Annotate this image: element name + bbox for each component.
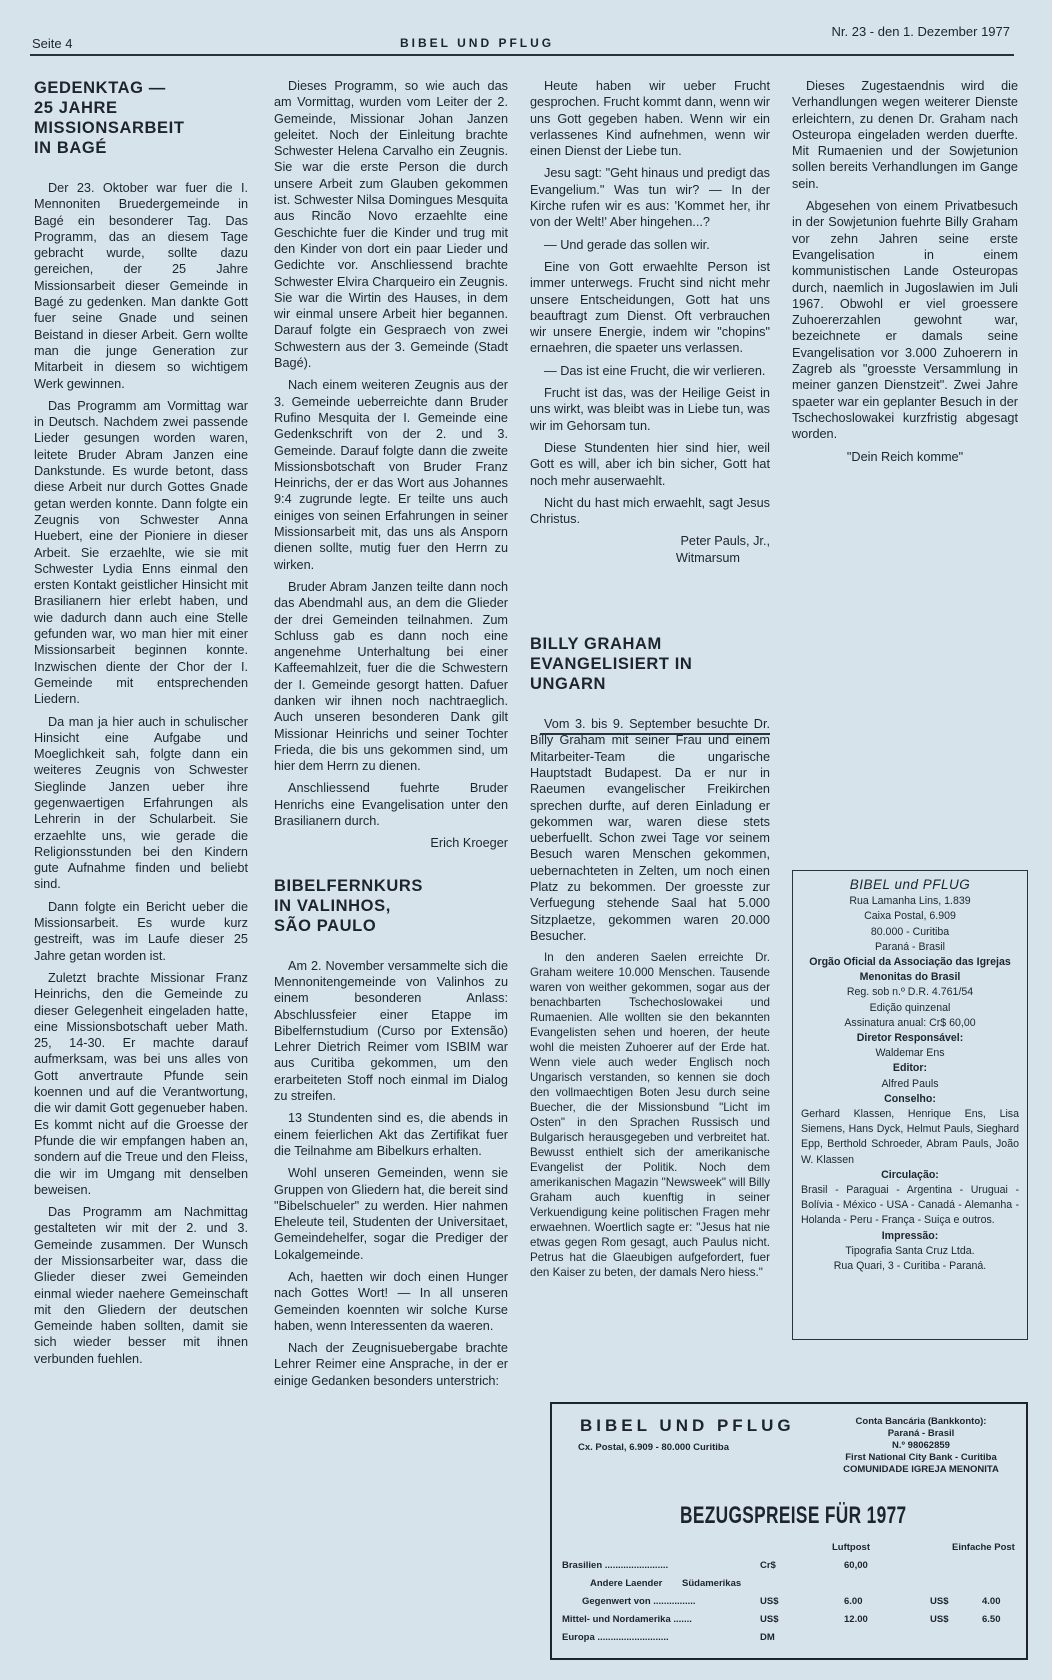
price-air: 12.00: [844, 1614, 868, 1625]
row-label-text: Gegenwert von: [582, 1596, 651, 1607]
headline-line: 25 JAHRE: [34, 99, 118, 117]
headline-line: IN BAGÉ: [34, 139, 107, 157]
currency: US$: [760, 1596, 779, 1607]
paragraph: Vom 3. bis 9. September besuchte Dr. Billy Graham mit seiner Frau und einem Mitarbeiter-Team die ungarische Hauptstadt Budapest. Da er nur in Raeumen evangelischer Freikirchen sprechen durfte, auf deren Einladung er gekommen war, waren diese stets ueberfuellt. Schon zwei Tage vor seinem Besuch waren Menschen gekommen, uebernachteten in Zelten, um noch einen Platz zu bekommen. Der groesste zur Verfuegung stehende Saal hat 5.000 Sitzplaetze, gekommen waren 20.000 Besucher.: [530, 717, 770, 943]
paragraph: Ach, haetten wir doch einen Hunger nach Gottes Wort! — In all unseren Gemeinden koennten wir solche Kurse haben, wenn Interessenten da waeren.: [274, 1270, 508, 1333]
author-name: Peter Pauls, Jr.,: [680, 534, 770, 549]
column-1: [34, 78, 248, 1373]
paragraph: Dieses Zugestaendnis wird die Verhandlungen wegen weiterer Dienste erleichtern, zu denen Dr. Graham nach Osteuropa eingeladen werden duerfte. Mit Rumaenien und der Sowjetunion sollen bereits Verhandlungen im Gange sein.: [792, 79, 1018, 191]
paragraph: Am 2. November versammelte sich die Mennonitengemeinde von Valinhos zu einem besonderen Anlass: Abschlussfeier einer Etappe im Bibelfernstudium (Curso por Extensão) Lehrer Dietrich Reimer vom ISBIM war aus Curitiba gekommen, um den erarbeiteten Stoff noch einmal im Dialog zu streifen.: [274, 958, 508, 1104]
issue-date: Nr. 23 - den 1. Dezember 1977: [831, 24, 1010, 39]
currency: US$: [760, 1614, 779, 1625]
council-members: Gerhard Klassen, Henrique Ens, Lisa Siemens, Hans Dyck, Helmut Pauls, Sieghard Epp, Berthold Schroeder, Abram Pauls, João W. Klassen: [801, 1108, 1019, 1166]
author-place: Witmarsum: [675, 550, 740, 565]
prices-row-brazil: [562, 1560, 1016, 1578]
headline-gedenktag: [34, 78, 248, 158]
paragraph: Abgesehen von einem Privatbesuch in der Sowjetunion fuehrte Billy Graham vor zehn Jahren seine erste Evangelisation in einem kommunistischen Lande Osteuropas durch, naemlich in Jugoslawien im Juli 1967. Obwohl er viel groessere Zuhoererzahlen gewohnt war, bezeichnete er damals seine Evangelisation vor 3.000 Zuhoerern in Zagreb als "groesste Versammlung in meiner ganzen Dienstzeit". Zwei Jahre spaeter war ein geplanter Besuch in der Tschechoslowakei kurzfristig abgesagt worden.: [792, 199, 1018, 442]
page-number: Seite 4: [32, 36, 73, 51]
prices-row-other: [562, 1578, 1016, 1596]
director-label: Diretor Responsável:: [856, 1032, 964, 1045]
paragraph: Anschliessend fuehrte Bruder Henrichs eine Evangelisation unter den Brasilianern durch.: [274, 781, 508, 829]
headline-line: GEDENKTAG —: [34, 79, 166, 97]
prices-brand: BIBEL UND PFLUG: [580, 1416, 795, 1435]
editor-label: Editor:: [892, 1062, 928, 1075]
paragraph: Nicht du hast mich erwaehlt, sagt Jesus Christus.: [530, 495, 770, 527]
paragraph: Das Programm am Vormittag war in Deutsch. Nachdem zwei passende Lieder gesungen worden waren, leitete Bruder Abram Janzen eine Dankstunde. Es wurde betont, dass diese Arbeit nur durch Gottes Gnade getan werden konnte. Dann folgte ein Zeugnis von Schwester Anna Huebert, eine der Pioniere in dieser Arbeit. Sie erzaehlte, wie sie mit Schwester Lydia Enns einmal den ersten Kontakt geistlicher Hinsicht mit Brasilianern hier erlebt haben, und wie dadurch dann auch eine Stelle gefunden war, wo man hier mit einer Missionsarbeit beginnen konnte. Inzwischen diente der Chor der I. Gemeinde mit entsprechenden Liedern.: [34, 398, 248, 707]
masthead-organ: Orgão Oficial da Associação das Igrejas Menonitas do Brasil: [809, 956, 1011, 984]
row-label: [562, 1560, 668, 1571]
paragraph: Das Programm am Nachmittag gestalteten wir mit der 2. und 3. Gemeinde zusammen. Der Wunsch der Missionsarbeiter war, dass die Glieder dieser zwei Gemeinden einmal wieder naehere Gemeinschaft mit den Gliedern der deutschen Gemeinde haben sollten, damit sie sich wieder besser mit ihnen verbunden fuehlen.: [34, 1205, 248, 1366]
prices-header-row: [562, 1542, 1016, 1560]
print-label: Impressão:: [881, 1229, 939, 1242]
row-label: Andere Laender: [590, 1578, 663, 1589]
paragraph: — Das ist eine Frucht, die wir verlieren.: [544, 363, 766, 378]
price-surface: 4.00: [982, 1596, 1001, 1607]
paragraph: — Und gerade das sollen wir.: [544, 237, 710, 252]
council-label: Conselho:: [884, 1092, 936, 1105]
row-label: Südamerikas: [682, 1578, 742, 1589]
row-dots: ...........................: [597, 1632, 669, 1643]
masthead-line: Rua Lamanha Lins, 1.839: [849, 895, 971, 908]
prices-heading: BEZUGSPREISE FÜR 1977: [680, 1502, 907, 1529]
masthead-registration: Reg. sob n.º D.R. 4.761/54: [846, 986, 974, 999]
row-dots: ........................: [604, 1560, 669, 1571]
masthead-line: Paraná - Brasil: [874, 940, 946, 953]
row-label-text: Brasilien: [562, 1560, 603, 1571]
paragraph: Der 23. Oktober war fuer die I. Mennoniten Bruedergemeinde in Bagé ein besonderer Tag. Das Programm, das an diesem Tage gebracht wurde, sollte dazu gereichen, der 25 Jahre Missionsarbeit dieser Gemeinde in Bagé zu gedenken. Man dankte Gott fuer seine Gnade und seinen Beistand in dieser Arbeit. Gern wollte man die junge Generation zur Mitarbeit in diesem so wichtigem Werk gewinnen.: [34, 181, 248, 391]
prices-table: [562, 1542, 1016, 1650]
editor-name: Alfred Pauls: [881, 1077, 939, 1090]
prices-postal: Cx. Postal, 6.909 - 80.000 Curitiba: [578, 1442, 730, 1453]
headline-line: MISSIONSARBEIT: [34, 119, 185, 137]
section-divider: [540, 733, 770, 735]
bank-name: First National City Bank - Curitiba: [845, 1452, 997, 1463]
masthead-edition: Edição quinzenal: [869, 1001, 951, 1014]
prices-row-midnorth: [562, 1614, 1016, 1632]
row-label: [562, 1632, 669, 1643]
paragraph: Dann folgte ein Bericht ueber die Missionsarbeit. Es wurde kurz gestreift, was im Laufe dieser 25 Jahre getan worden ist.: [34, 899, 248, 963]
paragraph: Nach der Zeugnisuebergabe brachte Lehrer Reimer eine Ansprache, in der er einige Gedanken besonders unterstrich:: [274, 1341, 508, 1388]
column-2: [274, 78, 508, 1395]
headline-line: EVANGELISIERT IN: [530, 655, 693, 674]
currency: Cr$: [760, 1560, 776, 1571]
row-label-text: Mittel- und Nordamerika: [562, 1614, 671, 1625]
paragraph: 13 Stundenten sind es, die abends in einem feierlichen Akt das Zertifikat fuer die Teilnahme am Bibelkurs erhalten.: [274, 1111, 508, 1158]
bank-number: N.º 98062859: [892, 1440, 950, 1451]
headline-line: IN VALINHOS,: [274, 896, 391, 915]
masthead-line: Caixa Postal, 6.909: [864, 910, 956, 923]
bank-holder: COMUNIDADE IGREJA MENONITA: [843, 1464, 999, 1475]
paragraph: Heute haben wir ueber Frucht gesprochen. Frucht kommt dann, wenn wir uns Gott gegeben haben. Wenn wir ein verlassenes Kind aufnehmen, wenn wir einen Dienst der Liebe tun.: [530, 79, 770, 159]
circulation-label: Circulação:: [881, 1168, 939, 1181]
column-3: [530, 78, 770, 1286]
paragraph: Wohl unseren Gemeinden, wenn sie Gruppen von Gliedern hat, die bereit sind "Bibelschueler" zu werden. Hier nahmen Eheleute teil, Studenten der Universitaet, Gemeindehelfer, sogar die Prediger der Lokalgemeinde.: [274, 1166, 508, 1262]
row-label: [562, 1614, 692, 1625]
paragraph: Bruder Abram Janzen teilte dann noch das Abendmahl aus, an dem die Glieder der drei Gemeinden teilnahmen. Zum Schluss gab es dann noch eine angenehme Unterhaltung bei einer Kaffeemahlzeit, fuer die die Schwestern der I. Gemeinde gesorgt hatten. Dafuer danken wir ihnen noch nachtraeglich. Auch unseren besonderen Dank gilt Missionar Heinrichs und seiner Tochter Frieda, die bis uns gekommen sind, um hier dem Herrn zu dienen.: [274, 579, 508, 774]
prices-row-europe: [562, 1632, 1016, 1650]
publication-title: BIBEL UND PFLUG: [400, 36, 555, 50]
paragraph: Zuletzt brachte Missionar Franz Heinrichs, den die Gemeinde zu dieser Gelegenheit eingeladen hatte, eine Missionsbotschaft ueber Math. 25, 14-30. Er machte darauf aufmerksam, was bei uns alles von Gott anvertraute Pfunde sein koennen und auf die Verantwortung, die wir damit Gott gegenueber haben. Es kommt nicht auf die Groesse der Pfunde die wir empfangen haben an, sondern auf die Treue und den Fleiss, die wir im Umgang mit denselben beweisen.: [34, 970, 248, 1197]
paragraph: Da man ja hier auch in schulischer Hinsicht eine Aufgabe und Moeglichkeit sah, folgte dann ein weiteres Zeugnis von Schwester Sieglinde Janzen ueber ihre gegenwaertigen Erfahrungen als Lehrerin in der Schularbeit. Sie erzaehlte uns, wie gerade die Religionsstunden bei den Kindern gute Aufnahme finden und beliebt sind.: [34, 714, 248, 892]
bank-details: [828, 1416, 1014, 1476]
currency: US$: [930, 1614, 949, 1625]
headline-line: UNGARN: [530, 675, 607, 694]
printer-address: Rua Quari, 3 - Curitiba - Paraná.: [833, 1260, 987, 1273]
bank-city: Paraná - Brasil: [887, 1428, 955, 1439]
running-head: [30, 22, 1014, 56]
paragraph: Nach einem weiteren Zeugnis aus der 3. Gemeinde ueberreichte dann Bruder Rufino Mesquita der I. Gemeinde eine Gedenkschrift von der 2. und 3. Gemeinde. Darauf folgte dann die zweite Missionsbotschaft von Bruder Franz Heinrichs, der er das Wort aus Johannes 9:4 zugrunde legte. Er teilte uns auch einiges von seinen Erfahrungen in seiner Missionsarbeit mit, das uns als Ansporn dienen sollte, mutig fuer den Herrn zu wirken.: [274, 378, 508, 572]
bank-label: Conta Bancária (Bankkonto):: [855, 1416, 987, 1427]
headline-line: BILLY GRAHAM: [530, 635, 662, 654]
headline-bibelfernkurs: [274, 876, 508, 936]
currency: DM: [760, 1632, 775, 1643]
price-surface: 6.50: [982, 1614, 1001, 1625]
paragraph: In den anderen Saelen erreichte Dr. Graham weitere 10.000 Menschen. Tausende waren von weither gekommen, sogar aus der benachbarten Tschechoslowakei und Rumaenien. Alle wollten sie den bekannten Evangelisten sehen und hoeren, der heute wohl die meisten Zuhoerer auf der Erde hat. Wenn viele auch weder Englisch noch Ungarisch verstanden, so kennen sie doch den vollmaechtigen Boten Jesu durch seine Buecher, die der Missionsbund "Licht im Osten" in den Sprachen Russisch und Bulgarisch herausgegeben und verbreitet hat. Bewusst enthielt sich der amerikanische Evangelist der Politik. Noch dem amerikanischen Magazin "Newsweek" will Billy Graham auch kuenftig in seiner Verkuendigung keine politischen Fragen mehr erwaehnen. Woertlich sagte er: "Jesus hat nie etwas gegen Rom gesagt, auch Paulus nicht. Petrus hat die Glaeubigen aufgefordert, fuer den Kaiser zu beten, der damals Nero hiess.": [530, 951, 770, 1280]
row-label-text: Europa: [562, 1632, 595, 1643]
masthead-subscription: Assinatura anual: Cr$ 60,00: [844, 1016, 976, 1029]
closing-line: "Dein Reich komme": [846, 449, 964, 464]
paragraph: Diese Stundenten hier sind hier, weil Gott es will, aber ich bin sicher, Gott hat noch mehr auserwaehlt.: [530, 440, 770, 488]
row-dots: .......: [673, 1614, 692, 1625]
currency: US$: [930, 1596, 949, 1607]
author-byline: Erich Kroeger: [430, 836, 508, 851]
masthead-title: BIBEL und PFLUG: [849, 877, 971, 892]
printer-name: Tipografia Santa Cruz Ltda.: [845, 1244, 975, 1257]
price-air: 6.00: [844, 1596, 863, 1607]
subscription-prices-box: [550, 1402, 1028, 1660]
masthead-box: [792, 870, 1028, 1340]
col-airmail: Luftpost: [832, 1542, 870, 1553]
paragraph: Frucht ist das, was der Heilige Geist in uns wirkt, was bleibt was in Liebe tun, was wir im Gehorsam tun.: [530, 386, 770, 433]
director-name: Waldemar Ens: [875, 1047, 945, 1060]
paragraph: Dieses Programm, so wie auch das am Vormittag, wurden vom Leiter der 2. Gemeinde, Missionar Johan Janzen geleitet. Noch der Einleitung brachte Schwester Helena Carvalho ein Zeugnis. Sie war die erste Person die durch unsere Arbeit zum Glauben gekommen ist. Schwester Nilsa Domingues Mesquita aus Rincão Novo erzaehlte eine Geschichte fuer die Kinder und trug mit den Kinder von dort ein paar Lieder und Gedichte vor. Anschliessend brachte Schwester Elvira Charqueiro ein Zeugnis. Sie war die Wirtin des Hauses, in dem wir einmal unsere Arbeit hier begannen. Darauf folgte ein Gespraech von zwei Schwestern aus der 3. Gemeinde (Stadt Bagé).: [274, 79, 508, 371]
prices-row-counter: [562, 1596, 1016, 1614]
circulation-countries: Brasil - Paraguai - Argentina - Uruguai - Bolívia - México - USA - Canadá - Alemanha - Holanda - Peru - França - Suiça e outros.: [801, 1184, 1019, 1227]
paragraph: Eine von Gott erwaehlte Person ist immer unterwegs. Frucht sind nicht mehr unsere Entscheidungen, Gott hat uns beauftragt zum Dienst. Oft verbrauchen wir unsere Energie, indem wir "chopins" ernaehren, die spaeter uns verlassen.: [530, 259, 770, 356]
price-air: 60,00: [844, 1560, 868, 1571]
row-dots: ................: [653, 1596, 696, 1607]
masthead-line: 80.000 - Curitiba: [870, 925, 950, 938]
col-surface: Einfache Post: [952, 1542, 1015, 1553]
headline-line: BIBELFERNKURS: [274, 876, 423, 895]
paragraph: Jesu sagt: "Geht hinaus und predigt das Evangelium." Was tun wir? — In der Kirche rufen wir es aus: 'Kommet her, ihr von der Welt!' Aber hingehen...?: [530, 166, 770, 230]
headline-line: SÃO PAULO: [274, 916, 377, 935]
row-label: [582, 1596, 696, 1607]
headline-billy-graham: [530, 634, 770, 694]
column-4: [792, 78, 1018, 471]
